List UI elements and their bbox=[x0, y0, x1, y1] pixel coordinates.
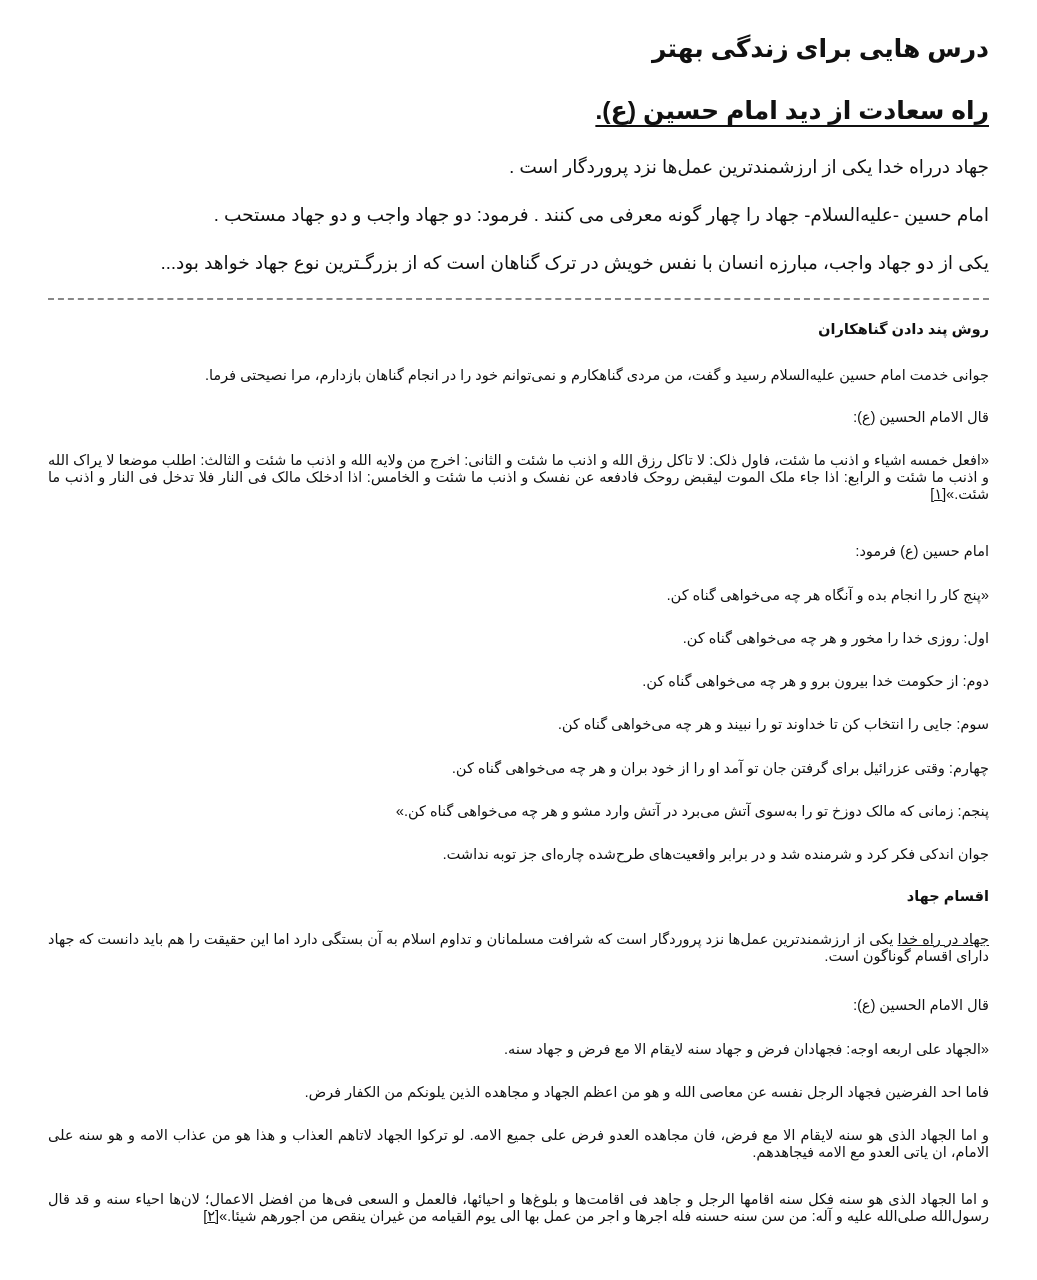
paragraph: و اما الجهاد الذی هو سنه لایقام الا مع فرض، فان مجاهده العدو فرض علی جمیع الامه. لو ترکوا الجهاد لاتاهم العذاب و هذا هو من عذاب الامه و هو سنه علی الامام، ان یاتی العدو مع الامه فیجاهدهم. bbox=[48, 1128, 989, 1161]
paragraph: «الجهاد علی اربعه اوجه: فجهادان فرض و جهاد سنه لایقام الا مع فرض و جهاد سنه. bbox=[504, 1042, 989, 1058]
paragraph bbox=[48, 932, 989, 966]
dashed-divider bbox=[48, 298, 989, 300]
document-title: درس هایی برای زندگی بهتر bbox=[651, 35, 989, 63]
paragraph: دوم: از حکومت خدا بیرون برو و هر چه می‌خواهی گناه کن. bbox=[642, 674, 989, 690]
intro-line: یکی از دو جهاد واجب، مبارزه انسان با نفس خویش در ترک گناهان است که از بزرگـترین نوع جهاد خواهد بود... bbox=[160, 252, 989, 273]
paragraph bbox=[48, 1192, 989, 1226]
arabic-quote-text: «افعل خمسه اشیاء و اذنب ما شئت، فاول ذلک: لا تاکل رزق الله و اذنب ما شئت و الثانی: اخرج من ولایه الله و اذنب ما شئت و الثالث: اطلب موضعا لا یراک الله و اذنب ما شئت و الرابع: اذا جاء ملک الموت لیقبض روحک فادفعه عن نفسک و اذنب ما شئت و الخامس: اذا ادخلک مالک فی النار فلا تدخل فی النار و اذنب ما شئت.» bbox=[48, 453, 989, 503]
arabic-quote-paragraph bbox=[48, 453, 989, 504]
paragraph: جوان اندکی فکر کرد و شرمنده شد و در برابر واقعیت‌های طرح‌شده چاره‌ای جز توبه نداشت. bbox=[442, 847, 989, 863]
jihad-link[interactable]: جهاد در راه خدا bbox=[897, 932, 989, 948]
paragraph: سوم: جایی را انتخاب کن تا خداوند تو را نبیند و هر چه می‌خواهی گناه کن. bbox=[557, 717, 989, 733]
intro-line: جهاد درراه خدا یکی از ارزشمندترین عمل‌ها نزد پروردگار است . bbox=[509, 156, 989, 177]
paragraph: قال الامام الحسین (ع): bbox=[853, 410, 989, 426]
paragraph: «پنج کار را انجام بده و آنگاه هر چه می‌خواهی گناه کن. bbox=[666, 588, 989, 604]
paragraph: فاما احد الفرضین فجهاد الرجل نفسه عن معاصی الله و هو من اعظم الجهاد و مجاهده الذین یلونکم من الکفار فرض. bbox=[304, 1085, 989, 1101]
paragraph: پنجم: زمانی که مالک دوزخ تو را به‌سوی آتش می‌برد در آتش وارد مشو و هر چه می‌خواهی گناه کن.» bbox=[395, 804, 989, 820]
section-heading: روش پند دادن گناهکاران bbox=[818, 322, 989, 338]
paragraph-text: و اما الجهاد الذی هو سنه فکل سنه اقامها الرجل و جاهد فی اقامت‌ها و بلوغ‌ها و احیائها، فالعمل و السعی فی‌ها من افضل الاعمال؛ لان‌ها احیاء سنه و قد قال رسول‌الله صلی‌الله علیه و آله: من سن سنه حسنه فله اجرها و اجر من عمل بها الی یوم القیامه من غیران ینقص من اجورهم شیئا.» bbox=[48, 1192, 989, 1225]
paragraph: اول: روزی خدا را مخور و هر چه می‌خواهی گناه کن. bbox=[682, 631, 989, 647]
paragraph: جوانی خدمت امام حسین علیه‌السلام رسید و گفت، من مردی گناهکارم و نمی‌توانم خود را در انجام گناهان بازدارم، مرا نصیحتی فرما. bbox=[204, 368, 989, 384]
intro-line: امام حسین -علیه‌السلام- جهاد را چهار گونه معرفی می کنند . فرمود: دو جهاد واجب و دو جهاد مستحب . bbox=[213, 204, 989, 225]
paragraph: چهارم: وقتی عزرائیل برای گرفتن جان تو آمد او را از خود بران و هر چه می‌خواهی گناه کن. bbox=[451, 761, 989, 777]
paragraph: قال الامام الحسین (ع): bbox=[853, 998, 989, 1014]
document-subtitle: راه سعادت از دید امام حسین (ع). bbox=[595, 97, 989, 125]
section-heading: اقسام جهاد bbox=[906, 889, 989, 905]
paragraph: امام حسین (ع) فرمود: bbox=[855, 544, 989, 560]
paragraph-text: یکی از ارزشمندترین عمل‌ها نزد پروردگار است که شرافت مسلمانان و تداوم اسلام به آن بستگی دارد اما این حقیقت را هم باید دانست که جهاد دارای اقسام گوناگون است. bbox=[48, 932, 989, 965]
footnote-link[interactable]: [۲] bbox=[203, 1209, 220, 1225]
footnote-link[interactable]: [۱] bbox=[930, 487, 947, 503]
